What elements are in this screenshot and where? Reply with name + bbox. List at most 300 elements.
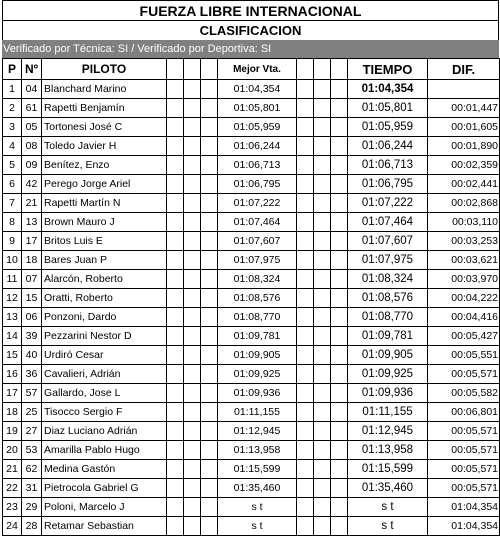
cell-number: 05: [22, 118, 42, 137]
cell-best-lap: s t: [218, 498, 297, 517]
cell-time: 01:08,770: [348, 308, 428, 327]
header-blank: [167, 59, 184, 80]
cell-blank: [314, 460, 331, 479]
cell-blank: [201, 327, 218, 346]
cell-best-lap: s t: [218, 517, 297, 536]
cell-pos: 14: [3, 327, 22, 346]
cell-driver: Blanchard Marino: [42, 80, 167, 99]
cell-blank: [297, 213, 314, 232]
cell-diff: 00:05,571: [428, 441, 500, 460]
cell-blank: [184, 308, 201, 327]
cell-blank: [167, 441, 184, 460]
cell-driver: Pezzarini Nestor D: [42, 327, 167, 346]
cell-time: 01:06,795: [348, 175, 428, 194]
cell-best-lap: 01:07,607: [218, 232, 297, 251]
cell-blank: [314, 251, 331, 270]
cell-blank: [201, 441, 218, 460]
cell-pos: 15: [3, 346, 22, 365]
cell-best-lap: 01:08,770: [218, 308, 297, 327]
header-driver: PILOTO: [42, 59, 167, 80]
cell-blank: [297, 460, 314, 479]
cell-driver: Diaz Luciano Adrián: [42, 422, 167, 441]
cell-blank: [314, 346, 331, 365]
cell-number: 04: [22, 80, 42, 99]
cell-blank: [331, 80, 348, 99]
cell-blank: [184, 251, 201, 270]
cell-blank: [297, 422, 314, 441]
cell-best-lap: 01:15,599: [218, 460, 297, 479]
cell-blank: [314, 479, 331, 498]
cell-blank: [331, 137, 348, 156]
cell-blank: [167, 289, 184, 308]
cell-best-lap: 01:07,222: [218, 194, 297, 213]
cell-diff: 01:04,354: [428, 517, 500, 536]
cell-best-lap: 01:06,713: [218, 156, 297, 175]
cell-diff: 00:05,582: [428, 384, 500, 403]
header-number: Nº: [22, 59, 42, 80]
cell-blank: [297, 232, 314, 251]
cell-time: 01:12,945: [348, 422, 428, 441]
cell-blank: [297, 384, 314, 403]
cell-driver: Pietrocola Gabriel G: [42, 479, 167, 498]
cell-blank: [297, 80, 314, 99]
cell-diff: 00:03,970: [428, 270, 500, 289]
cell-driver: Oratti, Roberto: [42, 289, 167, 308]
cell-driver: Britos Luis E: [42, 232, 167, 251]
table-row: [3, 384, 500, 403]
cell-blank: [314, 517, 331, 536]
cell-blank: [297, 251, 314, 270]
cell-time: 01:09,936: [348, 384, 428, 403]
cell-blank: [184, 346, 201, 365]
cell-blank: [297, 403, 314, 422]
cell-blank: [297, 194, 314, 213]
cell-best-lap: 01:05,801: [218, 99, 297, 118]
cell-blank: [167, 327, 184, 346]
cell-best-lap: 01:05,959: [218, 118, 297, 137]
table-row: [3, 99, 500, 118]
cell-blank: [314, 289, 331, 308]
cell-diff: 00:02,868: [428, 194, 500, 213]
cell-blank: [331, 213, 348, 232]
cell-blank: [297, 118, 314, 137]
cell-blank: [297, 327, 314, 346]
header-blank: [297, 59, 314, 80]
table-row: [3, 441, 500, 460]
header-blank: [314, 59, 331, 80]
cell-blank: [331, 270, 348, 289]
cell-blank: [331, 232, 348, 251]
cell-blank: [201, 384, 218, 403]
cell-pos: 3: [3, 118, 22, 137]
cell-blank: [184, 422, 201, 441]
cell-blank: [167, 498, 184, 517]
cell-blank: [314, 213, 331, 232]
cell-driver: Urdiró Cesar: [42, 346, 167, 365]
cell-blank: [201, 251, 218, 270]
cell-blank: [331, 308, 348, 327]
header-pos: P: [3, 59, 22, 80]
cell-blank: [184, 441, 201, 460]
cell-blank: [184, 175, 201, 194]
cell-blank: [201, 479, 218, 498]
cell-blank: [184, 156, 201, 175]
cell-blank: [314, 80, 331, 99]
cell-blank: [297, 365, 314, 384]
cell-driver: Rapetti Martín N: [42, 194, 167, 213]
cell-pos: 16: [3, 365, 22, 384]
cell-pos: 20: [3, 441, 22, 460]
cell-time: 01:04,354: [348, 80, 428, 99]
cell-blank: [184, 99, 201, 118]
table-row: [3, 479, 500, 498]
cell-best-lap: 01:09,781: [218, 327, 297, 346]
table-row: [3, 251, 500, 270]
cell-blank: [297, 289, 314, 308]
cell-blank: [331, 403, 348, 422]
cell-blank: [201, 213, 218, 232]
cell-pos: 4: [3, 137, 22, 156]
cell-number: 18: [22, 251, 42, 270]
cell-blank: [184, 80, 201, 99]
cell-blank: [167, 251, 184, 270]
cell-blank: [201, 270, 218, 289]
cell-driver: Benítez, Enzo: [42, 156, 167, 175]
cell-blank: [167, 365, 184, 384]
cell-blank: [167, 403, 184, 422]
cell-driver: Perego Jorge Ariel: [42, 175, 167, 194]
cell-blank: [331, 175, 348, 194]
cell-blank: [314, 194, 331, 213]
cell-blank: [184, 460, 201, 479]
cell-driver: Ponzoni, Dardo: [42, 308, 167, 327]
cell-blank: [314, 175, 331, 194]
cell-blank: [201, 118, 218, 137]
cell-time: 01:06,244: [348, 137, 428, 156]
cell-blank: [331, 251, 348, 270]
cell-blank: [314, 156, 331, 175]
cell-blank: [314, 403, 331, 422]
cell-pos: 19: [3, 422, 22, 441]
cell-blank: [201, 289, 218, 308]
cell-blank: [184, 194, 201, 213]
cell-pos: 11: [3, 270, 22, 289]
cell-time: 01:35,460: [348, 479, 428, 498]
cell-blank: [184, 517, 201, 536]
verification-banner: Verificado por Técnica: SI / Verificado por Deportiva: SI: [2, 40, 499, 58]
cell-best-lap: 01:08,576: [218, 289, 297, 308]
cell-blank: [184, 213, 201, 232]
cell-time: 01:13,958: [348, 441, 428, 460]
cell-best-lap: 01:07,975: [218, 251, 297, 270]
cell-best-lap: 01:09,905: [218, 346, 297, 365]
cell-blank: [167, 99, 184, 118]
cell-blank: [184, 479, 201, 498]
cell-blank: [314, 137, 331, 156]
cell-blank: [314, 441, 331, 460]
cell-pos: 7: [3, 194, 22, 213]
cell-blank: [184, 365, 201, 384]
cell-blank: [167, 384, 184, 403]
cell-pos: 10: [3, 251, 22, 270]
cell-blank: [184, 498, 201, 517]
table-row: [3, 365, 500, 384]
cell-blank: [314, 365, 331, 384]
table-row: [3, 137, 500, 156]
cell-number: 28: [22, 517, 42, 536]
cell-time: s t: [348, 498, 428, 517]
cell-blank: [331, 156, 348, 175]
cell-number: 31: [22, 479, 42, 498]
cell-diff: 00:05,571: [428, 422, 500, 441]
cell-number: 57: [22, 384, 42, 403]
cell-blank: [331, 441, 348, 460]
cell-number: 08: [22, 137, 42, 156]
table-row: [3, 80, 500, 99]
cell-number: 61: [22, 99, 42, 118]
cell-driver: Bares Juan P: [42, 251, 167, 270]
cell-pos: 24: [3, 517, 22, 536]
cell-time: 01:06,713: [348, 156, 428, 175]
cell-blank: [331, 289, 348, 308]
cell-blank: [331, 99, 348, 118]
cell-best-lap: 01:13,958: [218, 441, 297, 460]
cell-best-lap: 01:07,464: [218, 213, 297, 232]
cell-blank: [314, 270, 331, 289]
table-row: [3, 289, 500, 308]
table-row: [3, 403, 500, 422]
cell-driver: Retamar Sebastian: [42, 517, 167, 536]
table-row: [3, 213, 500, 232]
header-blank: [331, 59, 348, 80]
cell-time: 01:09,781: [348, 327, 428, 346]
cell-time: 01:05,959: [348, 118, 428, 137]
cell-diff: 00:02,441: [428, 175, 500, 194]
cell-pos: 8: [3, 213, 22, 232]
cell-blank: [331, 498, 348, 517]
cell-driver: Alarcón, Roberto: [42, 270, 167, 289]
cell-blank: [331, 346, 348, 365]
cell-blank: [201, 403, 218, 422]
cell-blank: [314, 384, 331, 403]
cell-blank: [167, 194, 184, 213]
cell-blank: [201, 175, 218, 194]
cell-number: 42: [22, 175, 42, 194]
cell-number: 39: [22, 327, 42, 346]
cell-driver: Gallardo, Jose L: [42, 384, 167, 403]
cell-time: 01:07,222: [348, 194, 428, 213]
cell-blank: [331, 422, 348, 441]
cell-diff: 00:04,222: [428, 289, 500, 308]
cell-blank: [314, 308, 331, 327]
cell-blank: [184, 137, 201, 156]
cell-number: 13: [22, 213, 42, 232]
header-blank: [184, 59, 201, 80]
header-best-lap: Mejor Vta.: [218, 59, 297, 80]
cell-time: 01:05,801: [348, 99, 428, 118]
cell-blank: [297, 498, 314, 517]
table-row: [3, 308, 500, 327]
cell-blank: [297, 156, 314, 175]
cell-time: 01:08,576: [348, 289, 428, 308]
cell-blank: [201, 365, 218, 384]
cell-blank: [201, 308, 218, 327]
cell-blank: [297, 346, 314, 365]
cell-blank: [167, 156, 184, 175]
table-row: [3, 498, 500, 517]
cell-blank: [184, 384, 201, 403]
cell-diff: 00:03,621: [428, 251, 500, 270]
cell-pos: 13: [3, 308, 22, 327]
sheet-subtitle: CLASIFICACION: [2, 20, 499, 40]
cell-blank: [184, 270, 201, 289]
cell-blank: [201, 422, 218, 441]
cell-blank: [331, 384, 348, 403]
header-time: TIEMPO: [348, 59, 428, 80]
cell-blank: [184, 289, 201, 308]
cell-driver: Poloni, Marcelo J: [42, 498, 167, 517]
cell-blank: [184, 118, 201, 137]
cell-diff: 00:05,571: [428, 460, 500, 479]
cell-best-lap: 01:09,925: [218, 365, 297, 384]
cell-best-lap: 01:06,795: [218, 175, 297, 194]
cell-blank: [314, 327, 331, 346]
cell-best-lap: 01:35,460: [218, 479, 297, 498]
cell-driver: Tortonesi José C: [42, 118, 167, 137]
cell-pos: 22: [3, 479, 22, 498]
cell-pos: 6: [3, 175, 22, 194]
cell-pos: 2: [3, 99, 22, 118]
cell-pos: 23: [3, 498, 22, 517]
cell-blank: [201, 99, 218, 118]
cell-diff: 00:03,110: [428, 213, 500, 232]
cell-time: 01:09,905: [348, 346, 428, 365]
header-row: [3, 59, 500, 80]
cell-number: 21: [22, 194, 42, 213]
cell-driver: Medina Gastón: [42, 460, 167, 479]
cell-number: 06: [22, 308, 42, 327]
cell-number: 07: [22, 270, 42, 289]
cell-blank: [331, 365, 348, 384]
cell-number: 62: [22, 460, 42, 479]
cell-diff: 00:03,253: [428, 232, 500, 251]
cell-number: 36: [22, 365, 42, 384]
cell-pos: 17: [3, 384, 22, 403]
cell-blank: [201, 194, 218, 213]
cell-blank: [184, 232, 201, 251]
cell-diff: 00:02,359: [428, 156, 500, 175]
cell-blank: [314, 422, 331, 441]
cell-diff: 00:05,427: [428, 327, 500, 346]
cell-driver: Tisocco Sergio F: [42, 403, 167, 422]
cell-blank: [167, 118, 184, 137]
cell-diff: 00:05,551: [428, 346, 500, 365]
cell-blank: [167, 213, 184, 232]
cell-blank: [201, 137, 218, 156]
cell-blank: [167, 175, 184, 194]
cell-driver: Amarilla Pablo Hugo: [42, 441, 167, 460]
cell-blank: [167, 460, 184, 479]
cell-driver: Cavalieri, Adrián: [42, 365, 167, 384]
cell-diff: 01:04,354: [428, 498, 500, 517]
cell-time: s t: [348, 517, 428, 536]
results-table: [2, 58, 500, 536]
cell-time: 01:08,324: [348, 270, 428, 289]
cell-blank: [331, 517, 348, 536]
cell-number: 27: [22, 422, 42, 441]
cell-best-lap: 01:12,945: [218, 422, 297, 441]
table-row: [3, 156, 500, 175]
cell-blank: [167, 517, 184, 536]
cell-pos: 18: [3, 403, 22, 422]
cell-blank: [167, 137, 184, 156]
table-row: [3, 232, 500, 251]
cell-blank: [297, 441, 314, 460]
table-row: [3, 460, 500, 479]
cell-number: 15: [22, 289, 42, 308]
cell-number: 25: [22, 403, 42, 422]
cell-blank: [297, 517, 314, 536]
cell-blank: [201, 232, 218, 251]
cell-blank: [201, 498, 218, 517]
cell-blank: [331, 118, 348, 137]
cell-diff: 00:04,416: [428, 308, 500, 327]
cell-diff: 00:01,890: [428, 137, 500, 156]
cell-best-lap: 01:11,155: [218, 403, 297, 422]
cell-driver: Toledo Javier H: [42, 137, 167, 156]
cell-blank: [297, 308, 314, 327]
cell-time: 01:09,925: [348, 365, 428, 384]
cell-driver: Brown Mauro J: [42, 213, 167, 232]
table-row: [3, 346, 500, 365]
cell-pos: 21: [3, 460, 22, 479]
cell-blank: [297, 99, 314, 118]
cell-best-lap: 01:09,936: [218, 384, 297, 403]
cell-blank: [167, 479, 184, 498]
cell-pos: 12: [3, 289, 22, 308]
table-row: [3, 194, 500, 213]
cell-blank: [314, 118, 331, 137]
cell-driver: Rapetti Benjamín: [42, 99, 167, 118]
cell-blank: [314, 99, 331, 118]
cell-diff: 00:01,447: [428, 99, 500, 118]
cell-pos: 1: [3, 80, 22, 99]
cell-blank: [201, 460, 218, 479]
cell-time: 01:07,464: [348, 213, 428, 232]
cell-blank: [314, 498, 331, 517]
cell-blank: [201, 517, 218, 536]
classification-sheet: [2, 0, 499, 536]
cell-number: 17: [22, 232, 42, 251]
cell-number: 53: [22, 441, 42, 460]
table-row: [3, 422, 500, 441]
cell-diff: 00:01,605: [428, 118, 500, 137]
cell-blank: [184, 327, 201, 346]
cell-blank: [201, 346, 218, 365]
cell-blank: [184, 403, 201, 422]
cell-number: 09: [22, 156, 42, 175]
cell-pos: 9: [3, 232, 22, 251]
cell-blank: [167, 232, 184, 251]
cell-time: 01:15,599: [348, 460, 428, 479]
cell-number: 40: [22, 346, 42, 365]
cell-best-lap: 01:04,354: [218, 80, 297, 99]
cell-blank: [167, 346, 184, 365]
cell-pos: 5: [3, 156, 22, 175]
cell-blank: [167, 422, 184, 441]
table-row: [3, 118, 500, 137]
cell-best-lap: 01:06,244: [218, 137, 297, 156]
